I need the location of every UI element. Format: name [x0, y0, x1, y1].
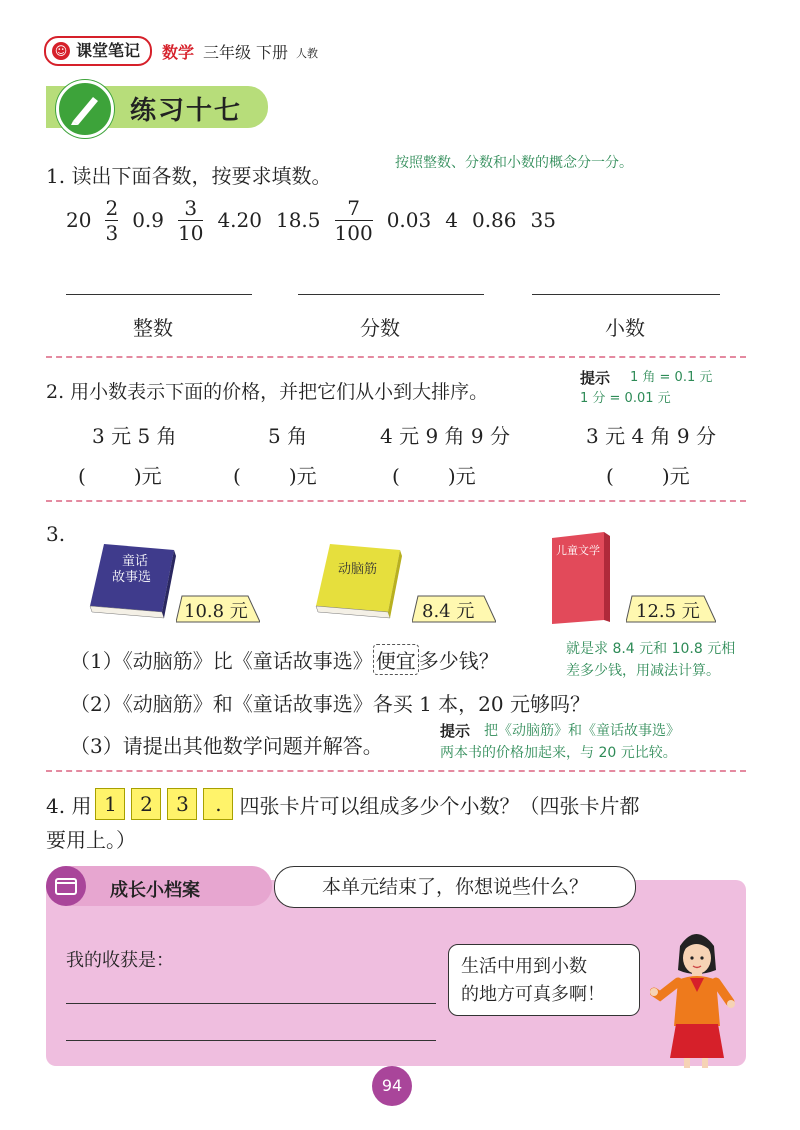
decimal-point-card: .	[203, 788, 233, 820]
number-item: 20	[66, 208, 92, 232]
section-divider	[46, 356, 746, 358]
growth-prompt-bubble: 本单元结束了，你想说些什么？	[274, 866, 636, 908]
archive-folder-icon	[46, 866, 86, 906]
girl-illustration	[650, 922, 742, 1068]
price-blank[interactable]: ( )元	[78, 464, 162, 488]
q3-sub1-hint: 就是求 8.4 元和 10.8 元相 差多少钱，用减法计算。	[566, 641, 736, 679]
header-subject: 数学	[162, 43, 195, 62]
fraction-item: $\frac{2}{3}$	[105, 195, 119, 245]
section-divider	[46, 500, 746, 502]
book-title: 童话 故事选	[112, 554, 152, 585]
number-item: 4.20	[217, 208, 262, 232]
price-tag: 12.5 元	[626, 594, 704, 624]
category-label-fraction: 分数	[360, 316, 400, 340]
price-blank[interactable]: ( )元	[392, 464, 476, 488]
q3-number: 3.	[46, 522, 66, 546]
number-item: 0.86	[471, 208, 517, 232]
q2-prompt: 2. 用小数表示下面的价格，并把它们从小到大排序。	[46, 381, 489, 403]
price-item: 3 元 5 角	[92, 424, 177, 448]
gain-label: 我的收获是：	[66, 950, 174, 971]
q3-sub2: （2）《动脑筋》和《童话故事选》各买 1 本，20 元够吗？	[70, 692, 590, 716]
answer-line-integer[interactable]	[66, 294, 252, 295]
price-item: 4 元 9 角 9 分	[380, 424, 510, 448]
price-blank[interactable]: ( )元	[233, 464, 317, 488]
price-item: 5 角	[268, 424, 308, 448]
q1-prompt: 1. 读出下面各数，按要求填数。	[46, 164, 332, 188]
category-label-integer: 整数	[133, 316, 173, 340]
answer-line-decimal[interactable]	[532, 294, 720, 295]
header-badge: ☺ 课堂笔记	[44, 36, 152, 66]
book-title: 儿童文学	[556, 544, 600, 557]
book-brain-teasers-icon	[310, 540, 410, 620]
gain-answer-line[interactable]	[66, 1003, 436, 1004]
q2-hint-line2: 1 分 = 0.01 元	[580, 391, 671, 406]
number-item: 35	[530, 208, 556, 232]
q3-sub1: （1）《动脑筋》比《童话故事选》 便宜 多少钱？	[70, 644, 499, 675]
section-divider	[46, 770, 746, 772]
q3-hint: 把《动脑筋》和《童话故事选》 两本书的价格加起来，与 20 元比较。	[440, 723, 680, 761]
header-volume: 下册	[256, 43, 289, 62]
price-item: 3 元 4 角 9 分	[586, 424, 716, 448]
header-edition: 人教	[296, 47, 318, 60]
answer-line-fraction[interactable]	[298, 294, 484, 295]
gain-answer-line[interactable]	[66, 1040, 436, 1041]
number-card: 3	[167, 788, 197, 820]
fraction-item: $\frac{7}{100}$	[334, 195, 373, 245]
highlight-cheaper: 便宜	[373, 644, 419, 675]
q1-hint: 按照整数、分数和小数的概念分一分。	[395, 155, 633, 171]
page-number: 94	[372, 1066, 412, 1106]
smiley-icon: ☺	[52, 42, 70, 60]
q3-hint-label: 提示	[440, 722, 471, 740]
q4-line2: 要用上。）	[46, 828, 136, 852]
number-item: 18.5	[275, 208, 321, 232]
q4-line1: 4. 用 1 2 3 . 四张卡片可以组成多少个小数？（四张卡片都	[46, 788, 639, 820]
header-grade: 三年级	[203, 43, 252, 62]
book-title: 动脑筋	[338, 562, 378, 577]
q2-hint-label: 提示	[580, 369, 611, 387]
price-tag: 8.4 元	[412, 594, 490, 624]
number-item: 0.03	[386, 208, 432, 232]
q2-hint-line1: 1 角 = 0.1 元	[630, 370, 713, 385]
number-card: 2	[131, 788, 161, 820]
fraction-item: $\frac{3}{10}$	[178, 195, 204, 245]
growth-title: 成长小档案	[110, 880, 200, 901]
number-item: 4	[445, 208, 458, 232]
number-item: 0.9	[132, 208, 164, 232]
q1-number-row	[66, 192, 556, 248]
price-blank[interactable]: ( )元	[606, 464, 690, 488]
pen-icon	[56, 80, 114, 138]
price-tag: 10.8 元	[176, 594, 254, 624]
category-label-decimal: 小数	[605, 316, 645, 340]
q3-sub3: （3）请提出其他数学问题并解答。	[70, 734, 383, 758]
exercise-title: 练习十七	[130, 96, 243, 126]
number-card: 1	[95, 788, 125, 820]
girl-speech-bubble: 生活中用到小数 的地方可真多啊！	[448, 944, 640, 1016]
